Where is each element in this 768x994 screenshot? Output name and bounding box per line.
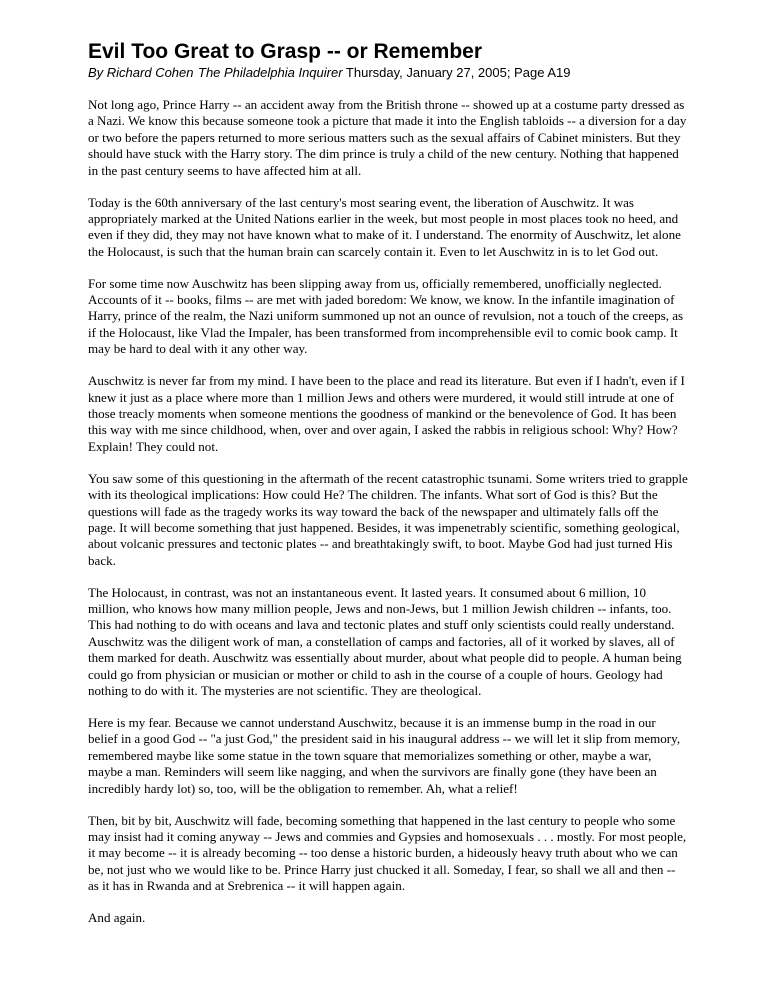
- publication-date-page: Thursday, January 27, 2005; Page A19: [342, 65, 571, 80]
- article-page: [88, 40, 688, 942]
- article-paragraph: Today is the 60th anniversary of the last century's most searing event, the liberation of Auschwitz. It was appropriately marked at the United Nations earlier in the week, but most people in most places took no heed, and even if they did, they may not have known what to make of it. I understand. The enormity of Auschwitz, let alone the Holocaust, is such that the human brain can scarcely contain it. Even to let Auschwitz in is to let God out.: [88, 194, 681, 259]
- article-paragraph: You saw some of this questioning in the aftermath of the recent catastrophic tsunami. Some writers tried to grapple with its theological implications: How could He? The children. The infants. What sort of God is this? But the questions will fade as the tragedy works its way toward the back of the newspaper and ultimately falls off the page. It will become something that just happened. Besides, it was impenetrably scientific, something geological, about volcanic pressures and tectonic plates -- and breathtakingly swift, to boot. Maybe God had just turned His back.: [88, 470, 688, 568]
- article-title: Evil Too Great to Grasp -- or Remember: [88, 40, 483, 63]
- article-paragraph: For some time now Auschwitz has been slipping away from us, officially remembered, unofficially neglected. Accounts of it -- books, films -- are met with jaded boredom: We know, we know. In the infantile imagination of Harry, prince of the realm, the Nazi uniform summoned up not an ounce of revulsion, not a touch of the creeps, as if the Holocaust, like Vlad the Impaler, has been transformed from incomprehensible evil to comic book camp. It may be hard to deal with it any other way.: [88, 275, 684, 357]
- article-paragraph: And again.: [88, 910, 146, 926]
- article-paragraph: Here is my fear. Because we cannot understand Auschwitz, because it is an immense bump in the road in our belief in a good God -- "a just God," the president said in his inaugural address -- we will let it slip from memory, remembered maybe like some statue in the town square that memorializes something or other, maybe a war, maybe a man. Reminders will seem like nagging, and when the survivors are finally gone (they have been an incredibly hardy lot) so, too, will be the obligation to remember. Ah, what a relief!: [88, 715, 681, 796]
- byline-author: By Richard Cohen: [88, 65, 194, 80]
- publication-name: The Philadelphia Inquirer: [198, 65, 343, 80]
- byline: [88, 65, 688, 81]
- article-paragraph: Then, bit by bit, Auschwitz will fade, becoming something that happened in the last century to people who some may insist had it coming anyway -- Jews and commies and Gypsies and homosexuals . . . mostly. For most people, it may become -- it is already becoming -- too dense a historic burden, a hideously heavy truth about who we can be, not just who we would like to be. Prince Harry just chucked it all. Someday, I fear, so shall we all and then -- as it has in Rwanda and at Srebrenica -- it will happen again.: [88, 812, 687, 894]
- article-paragraph: Not long ago, Prince Harry -- an accident away from the British throne -- showed up at a costume party dressed as a Nazi. We know this because someone took a picture that made it into the English tabloids -- a diversion for a day or two before the papers returned to more serious matters such as the sexual affairs of Cabinet ministers. But they should have stuck with the Harry story. The dim prince is truly a child of the new century. Nothing that happened in the past century seems to have affected him at all.: [88, 97, 687, 178]
- article-paragraph: The Holocaust, in contrast, was not an instantaneous event. It lasted years. It consumed about 6 million, 10 million, who knows how many million people, Jews and non-Jews, but 1 million Jewish children -- infants, too. This had nothing to do with oceans and lava and tectonic plates and stuff only scientists could really understand. Auschwitz was the diligent work of man, a constellation of camps and factories, all of it worked by slaves, all of them marked for death. Auschwitz was essentially about murder, about what people did to people. A human being could go from physician or musician or mother or child to ash in the course of a couple of hours. Geology had nothing to do with it. The mysteries are not scientific. They are theological.: [88, 584, 682, 699]
- article-paragraph: Auschwitz is never far from my mind. I have been to the place and read its literature. But even if I hadn't, even if I knew it just as a place where more than 1 million Jews and others were murdered, it would still intrude at one of those treacly moments when someone mentions the goodness of mankind or the benevolence of God. It has been this way with me since childhood, when, over and over again, I asked the rabbis in religious school: Why? How? Explain! They could not.: [88, 373, 685, 454]
- article-body: [88, 97, 688, 926]
